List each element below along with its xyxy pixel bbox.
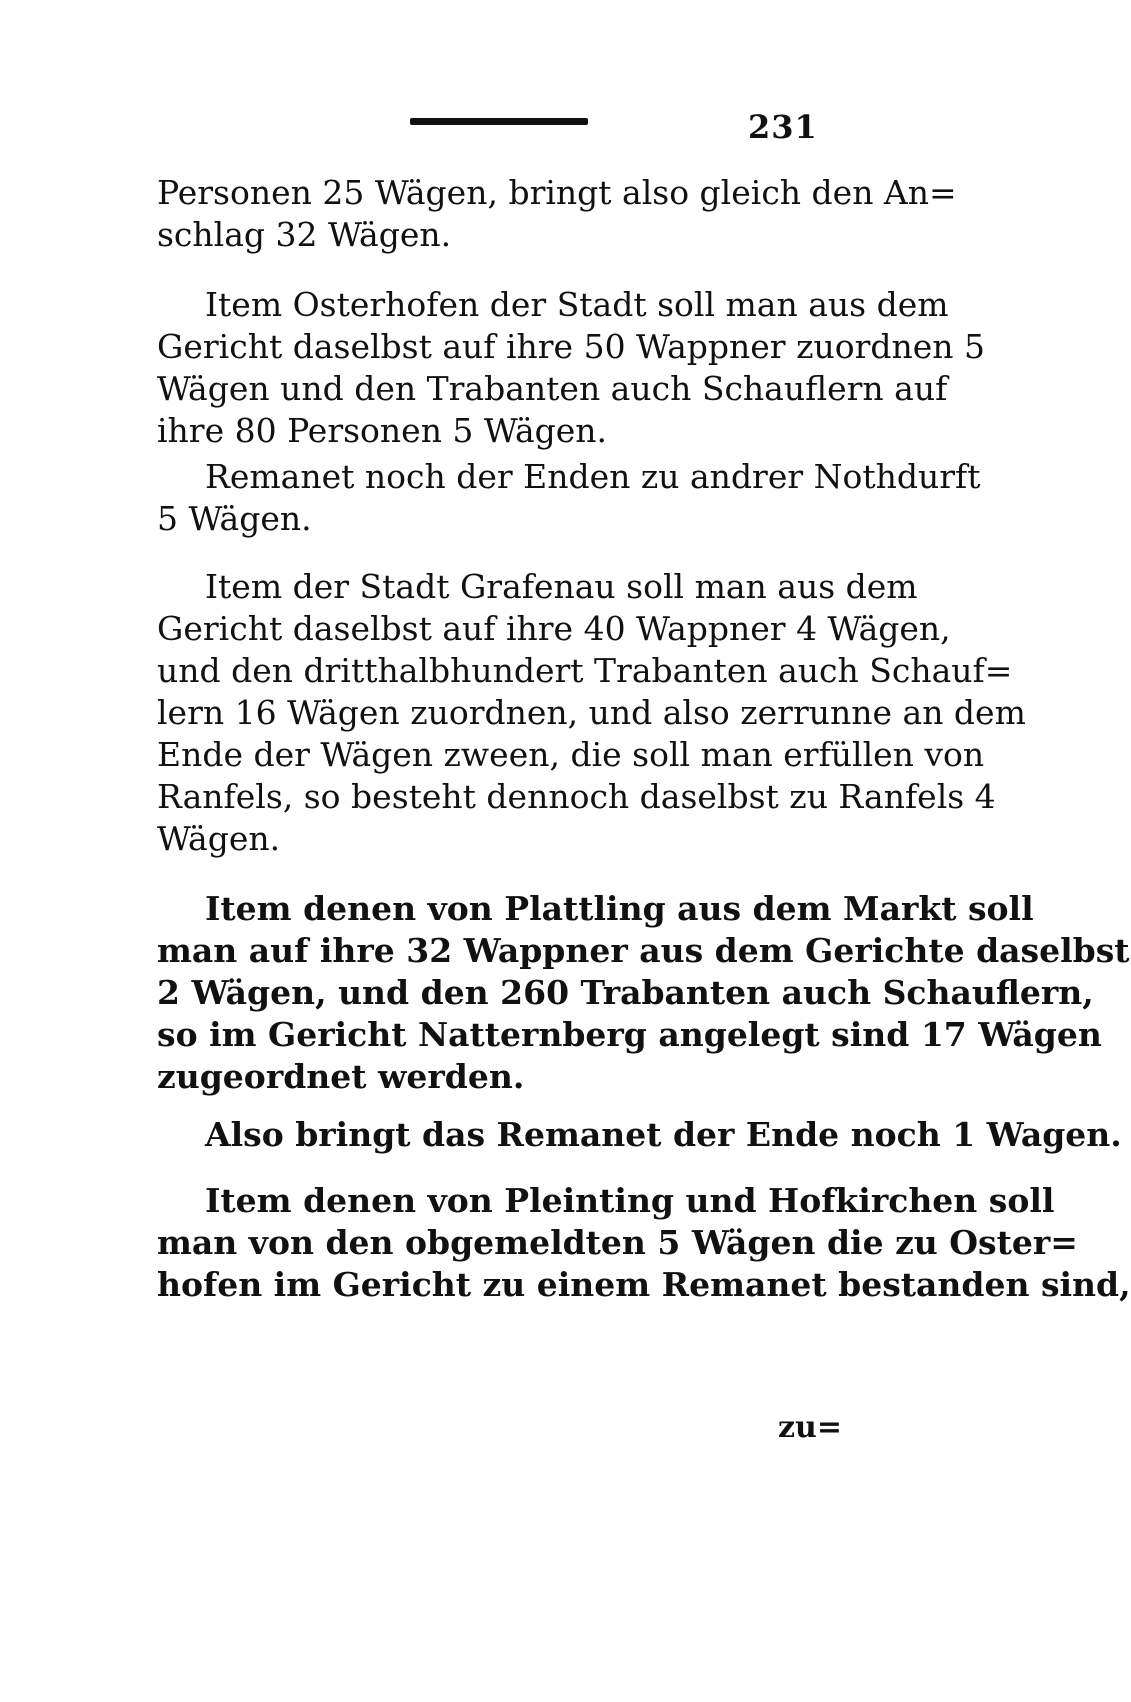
text-line: Also bringt das Remanet der Ende noch 1 Wagen.	[205, 1115, 1122, 1154]
text-line: Gericht daselbst auf ihre 40 Wappner 4 Wägen,	[157, 609, 951, 648]
header-rule	[410, 118, 588, 125]
text-line: schlag 32 Wägen.	[157, 215, 452, 254]
text-line: Personen 25 Wägen, bringt also gleich den An=	[157, 173, 957, 212]
text-line: so im Gericht Natternberg angelegt sind 17 Wägen	[157, 1015, 1102, 1054]
text-line: Wägen.	[157, 819, 281, 858]
text-line: Item denen von Pleinting und Hofkirchen soll	[205, 1181, 1055, 1220]
text-line: 2 Wägen, und den 260 Trabanten auch Schauflern,	[157, 973, 1094, 1012]
text-line: Wägen und den Trabanten auch Schauflern auf	[157, 369, 948, 408]
text-line: Ranfels, so besteht dennoch daselbst zu Ranfels 4	[157, 777, 996, 816]
text-line: und den dritthalbhundert Trabanten auch Schauf=	[157, 651, 1013, 690]
text-line: ihre 80 Personen 5 Wägen.	[157, 411, 608, 450]
text-line: Item denen von Plattling aus dem Markt soll	[205, 889, 1034, 928]
text-line: 5 Wägen.	[157, 499, 312, 538]
text-line: Item der Stadt Grafenau soll man aus dem	[205, 567, 918, 606]
catchword: zu=	[778, 1410, 842, 1445]
text-line: Gericht daselbst auf ihre 50 Wappner zuordnen 5	[157, 327, 985, 366]
text-line: man auf ihre 32 Wappner aus dem Gerichte daselbst	[157, 931, 1130, 970]
text-line: lern 16 Wägen zuordnen, und also zerrunne an dem	[157, 693, 1026, 732]
text-line: zugeordnet werden.	[157, 1057, 525, 1096]
page-number: 231	[748, 108, 818, 146]
text-line: Remanet noch der Enden zu andrer Nothdurft	[205, 457, 981, 496]
text-line: Item Osterhofen der Stadt soll man aus dem	[205, 285, 949, 324]
text-line: man von den obgemeldten 5 Wägen die zu Oster=	[157, 1223, 1078, 1262]
text-line: hofen im Gericht zu einem Remanet bestanden sind,	[157, 1265, 1131, 1304]
text-line: Ende der Wägen zween, die soll man erfüllen von	[157, 735, 985, 774]
